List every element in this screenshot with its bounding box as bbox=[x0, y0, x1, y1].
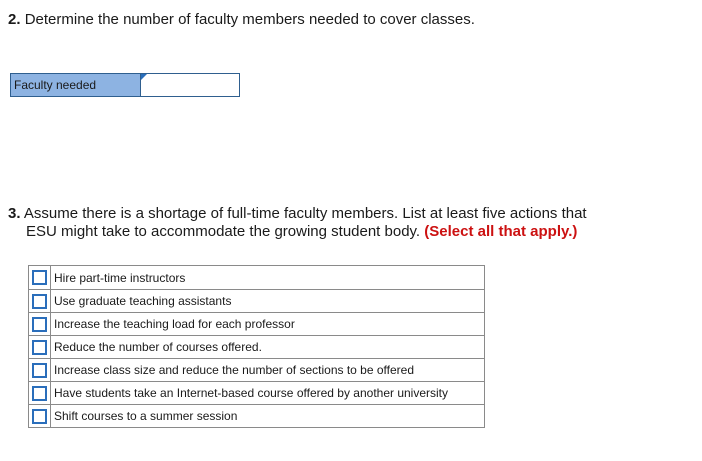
checkbox-cell bbox=[29, 336, 51, 358]
option-label: Increase the teaching load for each professor bbox=[54, 317, 295, 331]
option-internet-course[interactable] bbox=[29, 381, 484, 404]
checkbox-cell bbox=[29, 290, 51, 312]
input-corner-marker-icon bbox=[141, 74, 147, 80]
option-summer-session[interactable] bbox=[29, 404, 484, 427]
option-label: Use graduate teaching assistants bbox=[54, 294, 232, 308]
option-label: Increase class size and reduce the number of sections to be offered bbox=[54, 363, 414, 377]
checkbox[interactable] bbox=[32, 386, 47, 401]
question-3-text-line-2: ESU might take to accommodate the growing student body. bbox=[26, 223, 421, 240]
option-label: Reduce the number of courses offered. bbox=[54, 340, 262, 354]
checkbox[interactable] bbox=[32, 363, 47, 378]
checkbox[interactable] bbox=[32, 270, 47, 285]
checkbox[interactable] bbox=[32, 340, 47, 355]
option-increase-teaching-load[interactable] bbox=[29, 312, 484, 335]
option-increase-class-size[interactable] bbox=[29, 358, 484, 381]
checkbox[interactable] bbox=[32, 294, 47, 309]
option-label: Hire part-time instructors bbox=[54, 270, 186, 285]
options-list bbox=[28, 265, 485, 428]
option-label: Have students take an Internet-based course offered by another university bbox=[54, 386, 449, 400]
checkbox-cell bbox=[29, 266, 51, 289]
option-graduate-assistants[interactable] bbox=[29, 289, 484, 312]
faculty-needed-input[interactable] bbox=[141, 74, 239, 96]
question-3-text-line-1: Assume there is a shortage of full-time faculty members. List at least five actions that bbox=[23, 205, 587, 222]
question-3-number: 3. bbox=[8, 205, 21, 222]
question-2-number: 2. bbox=[8, 11, 21, 28]
faculty-needed-input-cell[interactable] bbox=[141, 74, 239, 96]
checkbox-cell bbox=[29, 382, 51, 404]
question-2 bbox=[8, 10, 475, 30]
question-3 bbox=[8, 205, 688, 241]
faculty-needed-label: Faculty needed bbox=[11, 74, 141, 96]
checkbox-cell bbox=[29, 313, 51, 335]
faculty-needed-row bbox=[10, 73, 240, 97]
select-all-instruction: (Select all that apply.) bbox=[424, 223, 578, 240]
option-label: Shift courses to a summer session bbox=[54, 409, 238, 423]
checkbox[interactable] bbox=[32, 409, 47, 424]
option-reduce-courses[interactable] bbox=[29, 335, 484, 358]
question-3-line-1 bbox=[8, 205, 688, 223]
question-3-line-2 bbox=[8, 223, 688, 241]
checkbox-cell bbox=[29, 359, 51, 381]
question-2-text: Determine the number of faculty members needed to cover classes. bbox=[24, 11, 475, 28]
checkbox-cell bbox=[29, 405, 51, 427]
option-hire-part-time[interactable] bbox=[29, 266, 484, 289]
checkbox[interactable] bbox=[32, 317, 47, 332]
